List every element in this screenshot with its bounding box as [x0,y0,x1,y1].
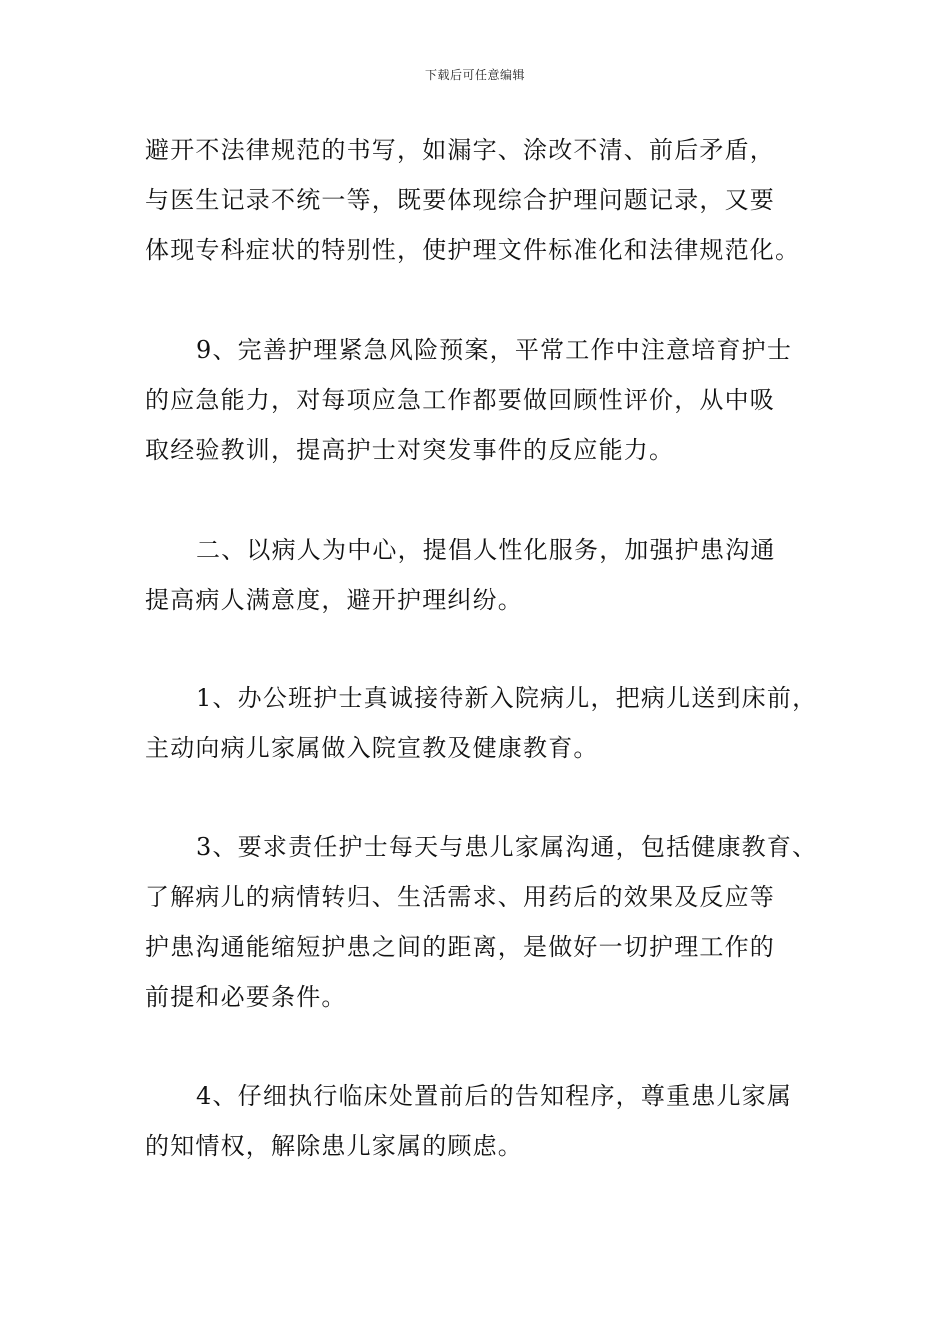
paragraph-1-line-3: 体现专科症状的特别性，使护理文件标准化和法律规范化。 [145,236,801,264]
paragraph-2-line-2: 的应急能力，对每项应急工作都要做回顾性评价，从中吸 [145,386,775,414]
paragraph-4-line-1: 1、办公班护士真诚接待新入院病儿，把病儿送到床前， [196,684,818,712]
paragraph-1-line-1: 避开不法律规范的书写，如漏字、涂改不清、前后矛盾， [145,136,775,164]
paragraph-2-line-1: 9、完善护理紧急风险预案，平常工作中注意培育护士 [196,336,793,364]
paragraph-6-line-1: 4、仔细执行临床处置前后的告知程序，尊重患儿家属 [196,1082,793,1110]
paragraph-1-line-2: 与医生记录不统一等，既要体现综合护理问题记录，又要 [145,186,775,214]
paragraph-2-line-3: 取经验教训，提高护士对突发事件的反应能力。 [145,436,675,464]
paragraph-4-line-2: 主动向病儿家属做入院宣教及健康教育。 [145,734,599,762]
paragraph-5-line-4: 前提和必要条件。 [145,983,347,1011]
section-heading-line-2: 提高病人满意度，避开护理纠纷。 [145,586,523,614]
paragraph-5-line-3: 护患沟通能缩短护患之间的距离，是做好一切护理工作的 [145,933,775,961]
paragraph-5-line-2: 了解病儿的病情转归、生活需求、用药后的效果及反应等 [145,883,775,911]
section-heading-line-1: 二、以病人为中心，提倡人性化服务，加强护患沟通 [196,536,776,564]
paragraph-6-line-2: 的知情权，解除患儿家属的顾虑。 [145,1132,523,1160]
page-header: 下载后可任意编辑 [424,68,525,82]
paragraph-5-line-1: 3、要求责任护士每天与患儿家属沟通，包括健康教育、 [196,833,818,861]
